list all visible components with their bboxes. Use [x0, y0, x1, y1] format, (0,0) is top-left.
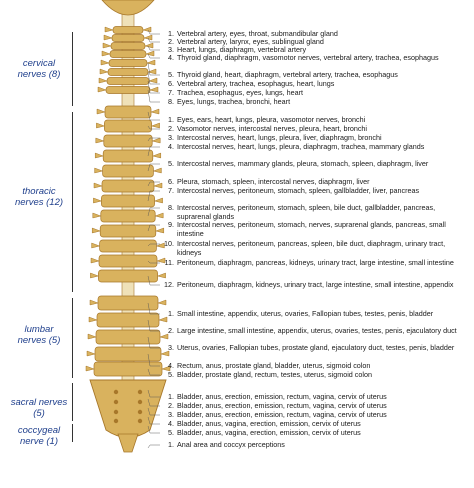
nerve-number: 3.	[168, 45, 174, 54]
nerve-function-text: Large intestine, small intestine, appendix, uterus, ovaries, testes, penis, ejaculatory duct	[177, 326, 457, 335]
nerve-function-text: Bladder, anus, erection, emission, rectum, vagina, cervix of uterus	[177, 392, 387, 401]
nerve-function-text: Vertebral artery, trachea, esophagus, heart, lungs	[177, 79, 335, 88]
nerve-number: 2.	[168, 37, 174, 46]
transverse-process	[98, 87, 106, 92]
nerve-number: 11.	[164, 258, 174, 267]
transverse-process	[96, 123, 104, 128]
nerve-function-text: Bladder, anus, erection, emission, rectum, vagina, cervix of uterus	[177, 410, 387, 419]
transverse-process	[89, 317, 97, 322]
transverse-process	[95, 153, 103, 158]
transverse-process	[103, 43, 111, 48]
nerve-function-text: Bladder, anus, erection, emission, rectum, vagina, cervix of uterus	[177, 401, 387, 410]
transverse-process	[90, 300, 98, 305]
transverse-process	[153, 153, 161, 158]
vertebra	[103, 165, 154, 177]
vertebra	[96, 330, 160, 344]
nerve-number: 7.	[168, 88, 174, 97]
transverse-process	[100, 69, 108, 74]
nerve-function-text: Intercostal nerves, peritoneum, stomach, nerves, suprarenal glands, pancreas, small intestine	[177, 220, 446, 238]
sacral-foramen	[114, 419, 118, 423]
sacral-foramen	[114, 390, 118, 394]
transverse-process	[158, 300, 166, 305]
transverse-process	[149, 78, 157, 83]
nerve-number: 5.	[168, 70, 174, 79]
vertebra	[109, 60, 147, 67]
nerve-number: 2.	[168, 124, 174, 133]
nerve-number: 12.	[164, 280, 174, 289]
transverse-process	[152, 123, 160, 128]
vertebra	[112, 35, 144, 42]
nerve-number: 1.	[168, 440, 174, 449]
nerve-number: 4.	[168, 53, 174, 62]
nerve-number: 1.	[168, 29, 174, 38]
transverse-process	[86, 366, 94, 371]
nerve-function-text: Small intestine, appendix, uterus, ovaries, Fallopian tubes, testes, penis, bladder	[177, 309, 434, 318]
vertebra	[95, 347, 161, 361]
sacral-bracket	[72, 383, 73, 421]
sacral-foramen	[114, 410, 118, 414]
transverse-process	[99, 78, 107, 83]
nerve-function-text: Uterus, ovaries, Fallopian tubes, prostate gland, ejaculatory duct, testes, penis, bladder	[177, 343, 455, 352]
transverse-process	[155, 213, 163, 218]
coccygeal-bracket	[72, 424, 73, 442]
nerve-number: 1.	[168, 115, 174, 124]
nerve-number: 4.	[168, 361, 174, 370]
transverse-process	[158, 273, 166, 278]
vertebra	[104, 135, 152, 147]
label-sacral-nerves: sacral nerves (5)	[10, 397, 68, 419]
nerve-number: 4.	[168, 419, 174, 428]
transverse-process	[96, 138, 104, 143]
transverse-process	[105, 27, 113, 32]
nerve-function-text: Intercostal nerves, peritoneum, stomach, spleen, gallbladder, liver, pancreas	[177, 186, 420, 195]
sacral-foramen	[138, 390, 142, 394]
nerve-function-text: Vasomotor nerves, intercostal nerves, pleura, heart, bronchi	[177, 124, 368, 133]
label-coccygeal-nerve: coccygeal nerve (1)	[17, 425, 61, 447]
vertebra	[110, 51, 146, 58]
nerve-function-text: Vertebral artery, eyes, throat, submandibular gland	[177, 29, 338, 38]
transverse-process	[92, 228, 100, 233]
nerve-number: 8.	[168, 97, 174, 106]
nerve-function-text: Bladder, anus, vagina, erection, emission, cervix of uterus	[177, 428, 361, 437]
vertebra	[103, 150, 153, 162]
transverse-process	[145, 43, 153, 48]
transverse-process	[143, 27, 151, 32]
nerve-function-text: Intercostal nerves, peritoneum, pancreas, spleen, bile duct, diaphragm, urinary tract, kidneys	[177, 239, 446, 257]
transverse-process	[93, 198, 101, 203]
nerve-function-text: Pleura, stomach, spleen, intercostal nerves, diaphragm, liver	[177, 177, 370, 186]
nerve-number: 9.	[168, 220, 174, 229]
transverse-process	[94, 183, 102, 188]
vertebra	[100, 225, 156, 237]
nerve-function-text: Intercostal nerves, heart, lungs, pleura, liver, diaphragm, bronchi	[177, 133, 382, 142]
transverse-process	[155, 198, 163, 203]
transverse-process	[92, 243, 100, 248]
sacral-foramen	[138, 419, 142, 423]
nerve-number: 6.	[168, 79, 174, 88]
vertebra	[100, 240, 157, 252]
vertebra	[108, 69, 148, 76]
nerve-number: 2.	[168, 326, 174, 335]
sacral-foramen	[138, 400, 142, 404]
nerve-function-text: Intercostal nerves, peritoneum, stomach, spleen, bile duct, gallbladder, pancreas, suprarenal glands	[177, 203, 436, 221]
vertebra	[111, 43, 145, 50]
vertebra	[102, 180, 154, 192]
vertebra	[107, 78, 149, 85]
nerve-function-text: Eyes, ears, heart, lungs, pleura, vasomotor nerves, bronchi	[177, 115, 366, 124]
nerve-function-text: Thyroid gland, heart, diaphragm, vertebral artery, trachea, esophagus	[177, 70, 398, 79]
transverse-process	[151, 109, 159, 114]
nerve-function-text: Intercostal nerves, heart, lungs, pleura, diaphragm, trachea, mammary glands	[177, 142, 425, 151]
nerve-number: 4.	[168, 142, 174, 151]
nerve-number: 6.	[168, 177, 174, 186]
transverse-process	[144, 35, 152, 40]
thoracic-bracket	[72, 112, 73, 292]
nerve-number: 10.	[164, 239, 174, 248]
nerve-number: 8.	[168, 203, 174, 212]
vertebra	[94, 362, 162, 376]
label-thoracic-nerves: thoracic nerves (12)	[14, 186, 64, 208]
transverse-process	[95, 168, 103, 173]
sacral-foramen	[138, 410, 142, 414]
transverse-process	[88, 334, 96, 339]
transverse-process	[87, 351, 95, 356]
nerve-number: 2.	[168, 401, 174, 410]
transverse-process	[146, 51, 154, 56]
transverse-process	[93, 213, 101, 218]
transverse-process	[152, 138, 160, 143]
label-lumbar-nerves: lumbar nerves (5)	[17, 324, 61, 346]
vertebra	[106, 87, 150, 94]
coccyx	[118, 434, 138, 452]
vertebra	[101, 195, 154, 207]
transverse-process	[90, 273, 98, 278]
nerve-number: 3.	[168, 410, 174, 419]
nerve-function-text: Intercostal nerves, mammary glands, pleura, stomach, spleen, diaphragm, liver	[177, 159, 429, 168]
nerve-function-text: Trachea, esophagus, eyes, lungs, heart	[177, 88, 303, 97]
sacrum	[90, 380, 166, 438]
label-cervical-nerves: cervical nerves (8)	[17, 58, 61, 80]
nerve-number: 7.	[168, 186, 174, 195]
transverse-process	[150, 87, 158, 92]
nerve-function-text: Peritoneum, diaphragm, kidneys, urinary tract, large intestine, small intestine, appendix	[177, 280, 454, 289]
transverse-process	[104, 35, 112, 40]
nerve-function-text: Heart, lungs, diaphragm, vertebral artery	[177, 45, 307, 54]
vertebra	[105, 106, 151, 118]
nerve-function-text: Thyroid gland, diaphragm, vasomotor nerves, vertebral artery, trachea, esophagus	[177, 53, 439, 62]
nerve-number: 5.	[168, 428, 174, 437]
nerve-number: 1.	[168, 309, 174, 318]
nerve-number: 5.	[168, 159, 174, 168]
nerve-function-text: Peritoneum, diaphragm, pancreas, kidneys, urinary tract, large intestine, small intestine	[177, 258, 454, 267]
nerve-function-text: Anal area and coccyx perceptions	[177, 440, 285, 449]
nerve-number: 1.	[168, 392, 174, 401]
nerve-function-text: Bladder, anus, vagina, erection, emission, cervix of uterus	[177, 419, 361, 428]
vertebra	[97, 313, 159, 327]
nerve-number: 3.	[168, 133, 174, 142]
nerve-number: 5.	[168, 370, 174, 379]
sacral-foramen	[114, 400, 118, 404]
nerve-leader-line	[148, 445, 160, 448]
transverse-process	[102, 51, 110, 56]
nerve-function-text: Rectum, anus, prostate gland, bladder, uterus, sigmoid colon	[177, 361, 371, 370]
nerve-function-text: Bladder, prostate gland, rectum, testes, uterus, sigmoid colon	[177, 370, 372, 379]
transverse-process	[91, 258, 99, 263]
vertebra	[104, 120, 151, 132]
nerve-number: 3.	[168, 343, 174, 352]
transverse-process	[101, 60, 109, 65]
nerve-function-text: Vertebral artery, larynx, eyes, sublingual gland	[177, 37, 324, 46]
transverse-process	[97, 109, 105, 114]
cervical-bracket	[72, 32, 73, 106]
skull-base	[102, 0, 154, 15]
nerve-function-text: Eyes, lungs, trachea, bronchi, heart	[177, 97, 291, 106]
vertebra	[101, 210, 155, 222]
vertebra	[113, 27, 143, 34]
transverse-process	[153, 168, 161, 173]
lumbar-bracket	[72, 298, 73, 378]
